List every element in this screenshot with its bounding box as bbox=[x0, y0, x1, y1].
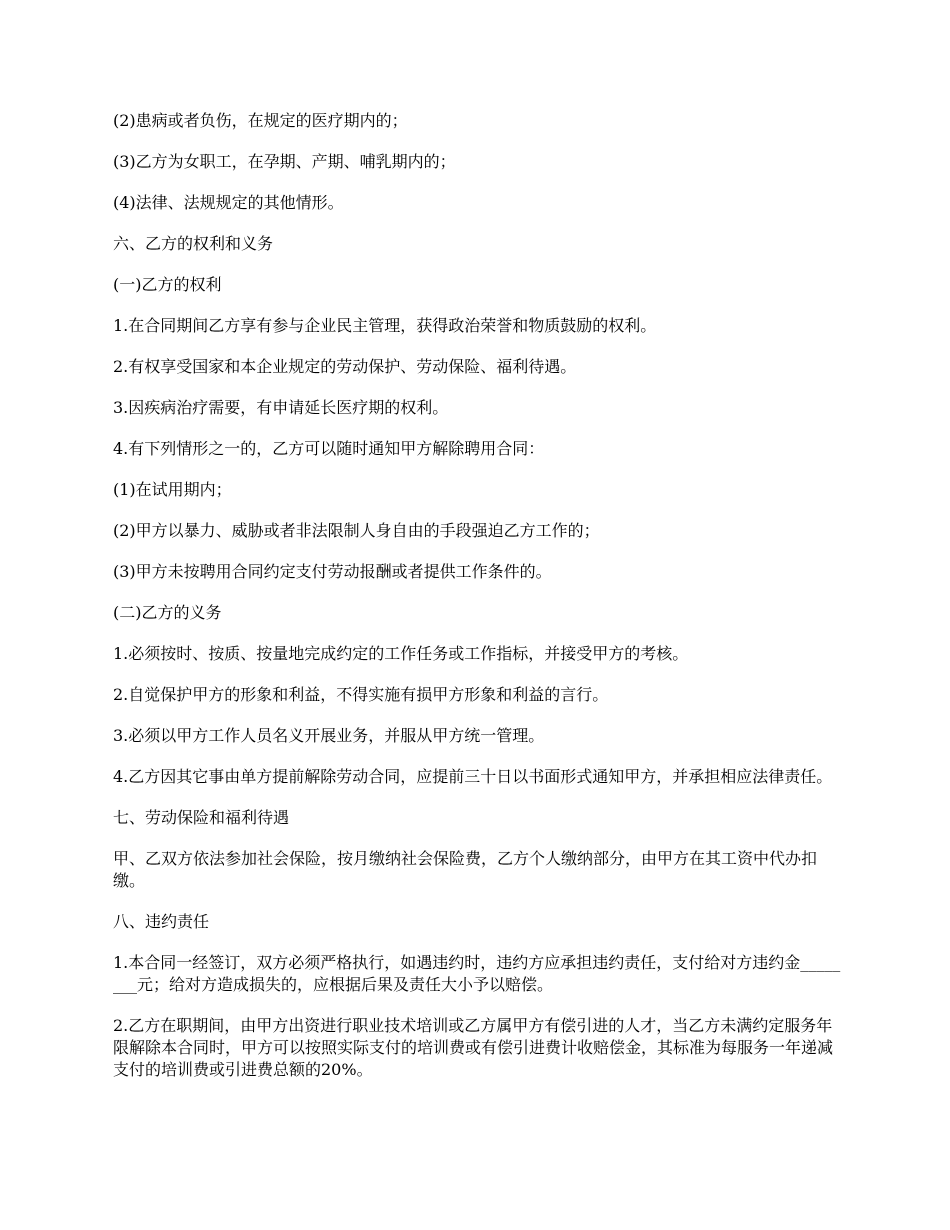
paragraph-right-4-item-3: (3)甲方未按聘用合同约定支付劳动报酬或者提供工作条件的。 bbox=[113, 562, 552, 581]
paragraph-right-4-item-2: (2)甲方以暴力、威胁或者非法限制人身自由的手段强迫乙方工作的； bbox=[113, 521, 600, 540]
document-body bbox=[113, 110, 843, 1100]
paragraph-breach-1: 1.本合同一经签订，双方必须严格执行，如遇违约时，违约方应承担违约责任，支付给对方违约金________元；给对方造成损失的，应根据后果及责任大小予以赔偿。 bbox=[113, 953, 841, 994]
paragraph-right-3: 3.因疾病治疗需要，有申请延长医疗期的权利。 bbox=[113, 398, 449, 417]
paragraph-clause-4: (4)法律、法规规定的其他情形。 bbox=[113, 193, 344, 212]
paragraph-breach-2: 2.乙方在职期间，由甲方出资进行职业技术培训或乙方属甲方有偿引进的人才，当乙方未满约定服务年限解除本合同时，甲方可以按照实际支付的培训费或有偿引进费计收赔偿金，其标准为每服务一年递减支付的培训费或引进费总额的20%。 bbox=[113, 1016, 834, 1079]
paragraph-clause-3: (3)乙方为女职工，在孕期、产期、哺乳期内的； bbox=[113, 152, 456, 171]
subsection-heading-duties: (二)乙方的义务 bbox=[113, 603, 222, 622]
paragraph-duty-1: 1.必须按时、按质、按量地完成约定的工作任务或工作指标，并接受甲方的考核。 bbox=[113, 644, 689, 663]
paragraph-clause-2: (2)患病或者负伤，在规定的医疗期内的； bbox=[113, 111, 408, 130]
paragraph-duty-2: 2.自觉保护甲方的形象和利益，不得实施有损甲方形象和利益的言行。 bbox=[113, 685, 609, 704]
subsection-heading-rights: (一)乙方的权利 bbox=[113, 275, 222, 294]
section-heading-7: 七、劳动保险和福利待遇 bbox=[113, 808, 290, 827]
paragraph-right-1: 1.在合同期间乙方享有参与企业民主管理，获得政治荣誉和物质鼓励的权利。 bbox=[113, 316, 657, 335]
paragraph-right-2: 2.有权享受国家和本企业规定的劳动保护、劳动保险、福利待遇。 bbox=[113, 357, 577, 376]
paragraph-right-4: 4.有下列情形之一的，乙方可以随时通知甲方解除聘用合同： bbox=[113, 439, 545, 458]
section-heading-6: 六、乙方的权利和义务 bbox=[113, 234, 274, 253]
paragraph-insurance: 甲、乙双方依法参加社会保险，按月缴纳社会保险费，乙方个人缴纳部分，由甲方在其工资中代办扣缴。 bbox=[113, 849, 818, 890]
paragraph-duty-3: 3.必须以甲方工作人员名义开展业务，并服从甲方统一管理。 bbox=[113, 726, 545, 745]
paragraph-right-4-item-1: (1)在试用期内； bbox=[113, 480, 232, 499]
paragraph-duty-4: 4.乙方因其它事由单方提前解除劳动合同，应提前三十日以书面形式通知甲方，并承担相应法律责任。 bbox=[113, 767, 833, 786]
section-heading-8: 八、违约责任 bbox=[113, 912, 210, 931]
